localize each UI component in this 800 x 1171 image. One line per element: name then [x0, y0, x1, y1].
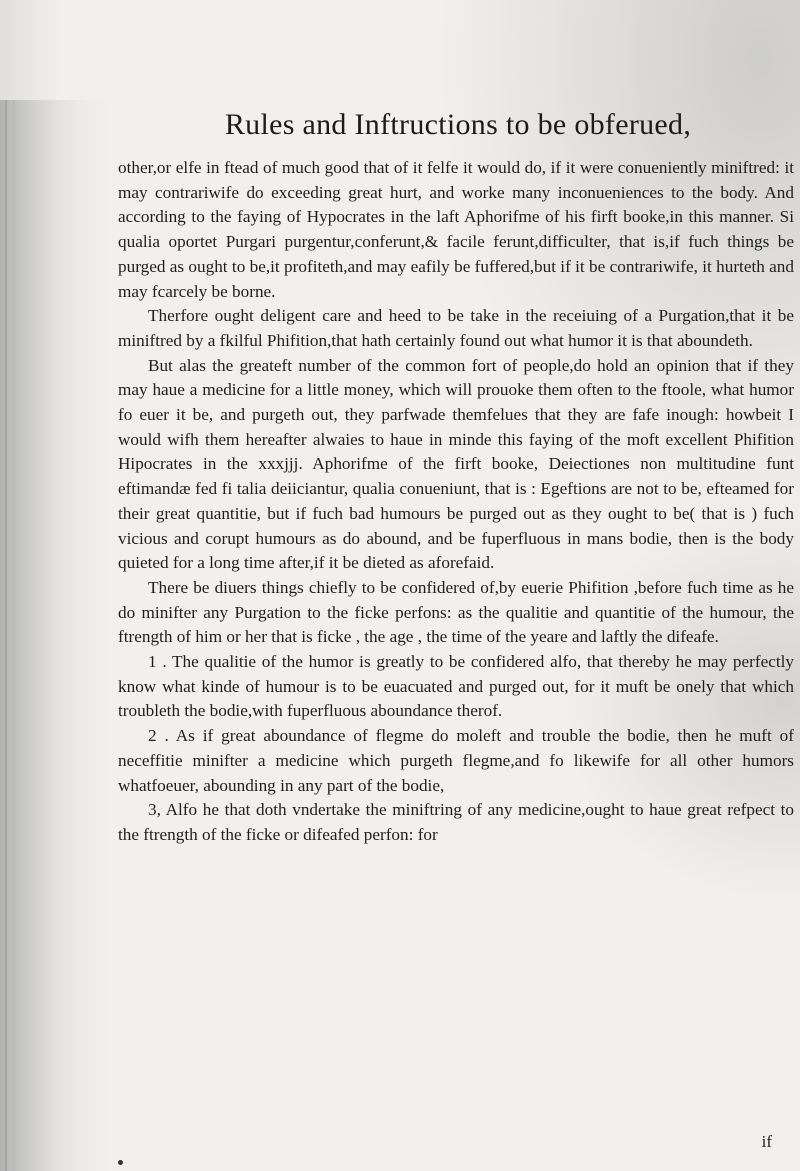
numbered-paragraph: 2 . As if great aboundance of flegme do moleft and trouble the bodie, then he muft of neceffitie minifter a medicine which purgeth flegme,and fo likewife for all other humors whatfoeuer, abounding in any part of the bodie, [118, 726, 794, 795]
catchword: if [761, 1132, 772, 1151]
paragraph: But alas the greateft number of the common fort of people,do hold an opinion that if they may haue a medicine for a little money, which will prouoke them often to the ftoole, what humor fo euer it be, and purgeth out, they parfwade themfelues that they are fafe inough: howbeit I would wifh them hereafter alwaies to haue in minde this faying of the moft excellent Phifition Hipocrates in the xxxjjj. Aphorifme of the firft booke, Deiectiones non multitudine funt eftimandæ fed fi talia deiiciantur, qualia conueniunt, that is : Egeftions are not to be, efteamed for their great quantitie, but if fuch bad humours be purged out as they ought to be( that is ) fuch vicious and corupt humours as do abound, and be fuperfluous in mans bodie, then is the body quieted for a long time after,if it be dieted as aforefaid. [118, 355, 794, 573]
book-page [118, 0, 800, 1171]
page-body [118, 156, 794, 848]
paragraph: other,or elfe in ftead of much good that of it felfe it would do, if it were conueniently miniftred: it may contrariwife do exceeding great hurt, and worke many inconueniences to the body. And according to the faying of Hypocrates in the laft Aphorifme of his firft booke,in this manner. Si qualia oportet Purgari purgentur,conferunt,& facile ferunt,difficulter, that is,if fuch things be purged as ought to be,it profiteth,and may eafily be fuffered,but if it be contrariwife, it hurteth and may fcarcely be borne. [118, 158, 794, 301]
page-edge-shadow [0, 100, 120, 1171]
ink-speck [118, 1160, 123, 1165]
paragraph: Therfore ought deligent care and heed to be take in the receiuing of a Purgation,that it be miniftred by a fkilful Phifition,that hath certainly found out what humor it is that aboundeth. [118, 306, 794, 350]
numbered-paragraph: 1 . The qualitie of the humor is greatly to be confidered alfo, that thereby he may perfectly know what kinde of humour is to be euacuated and purged out, for it muft be onely that which troubleth the bodie,with fuperfluous aboundance therof. [118, 652, 794, 721]
paragraph: There be diuers things chiefly to be confidered of,by euerie Phifition ,before fuch time as he do minifter any Purgation to the ficke perfons: as the qualitie and quantitie of the humour, the ftrength of him or her that is ficke , the age , the time of the yeare and laftly the difeafe. [118, 577, 794, 647]
numbered-paragraph: 3, Alfo he that doth vndertake the miniftring of any medicine,ought to haue great refpect to the ftrength of the ficke or difeafed perfon: for [118, 800, 794, 844]
running-head: Rules and Inftructions to be obferued, [224, 108, 692, 141]
